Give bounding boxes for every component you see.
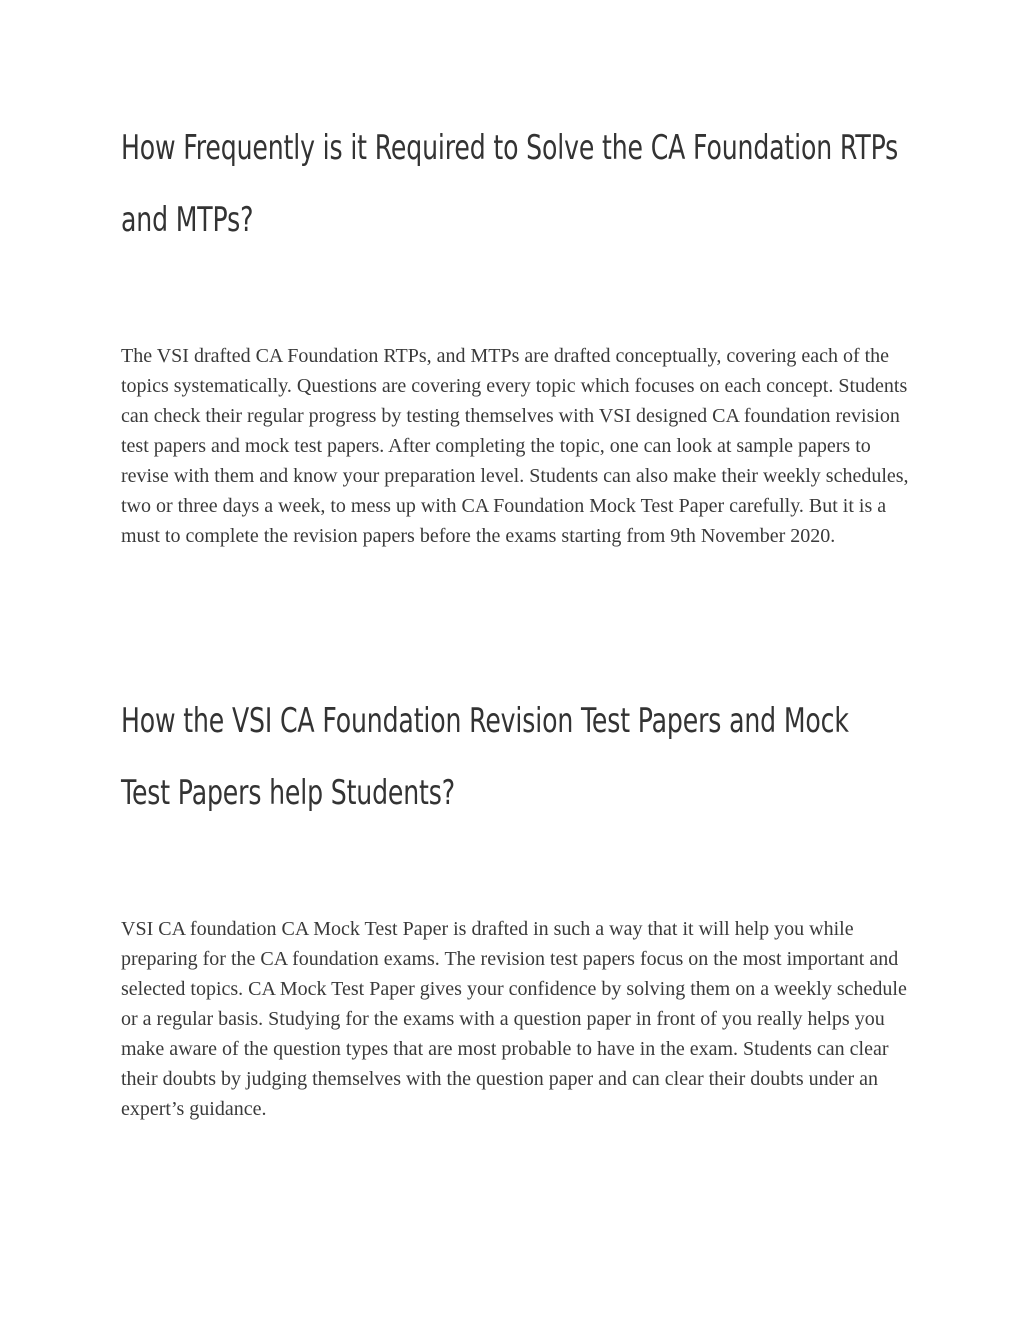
- section-heading-benefits: How the VSI CA Foundation Revision Test Papers and Mock Test Papers help Students?: [121, 701, 849, 813]
- section-paragraph-benefits: VSI CA foundation CA Mock Test Paper is drafted in such a way that it will help you while preparing for the CA foundation exams. The revision test papers focus on the most important and selected topics. CA Mock Test Paper gives your confidence by solving them on a weekly schedule or a regular basis. Studying for the exams with a question paper in front of you really helps you make aware of the question types that are most probable to have in the exam. Students can clear their doubts by judging themselves with the question paper and can clear their doubts under an expert’s guidance.: [121, 918, 907, 1120]
- section-heading-frequency: How Frequently is it Required to Solve the CA Foundation RTPs and MTPs?: [121, 128, 899, 240]
- section-paragraph-frequency: The VSI drafted CA Foundation RTPs, and MTPs are drafted conceptually, covering each of the topics systematically. Questions are covering every topic which focuses on each concept. Students can check their regular progress by testing themselves with VSI designed CA foundation revision test papers and mock test papers. After completing the topic, one can look at sample papers to revise with them and know your preparation level. Students can also make their weekly schedules, two or three days a week, to mess up with CA Foundation Mock Test Paper carefully. But it is a must to complete the revision papers before the exams starting from 9th November 2020.: [121, 345, 909, 547]
